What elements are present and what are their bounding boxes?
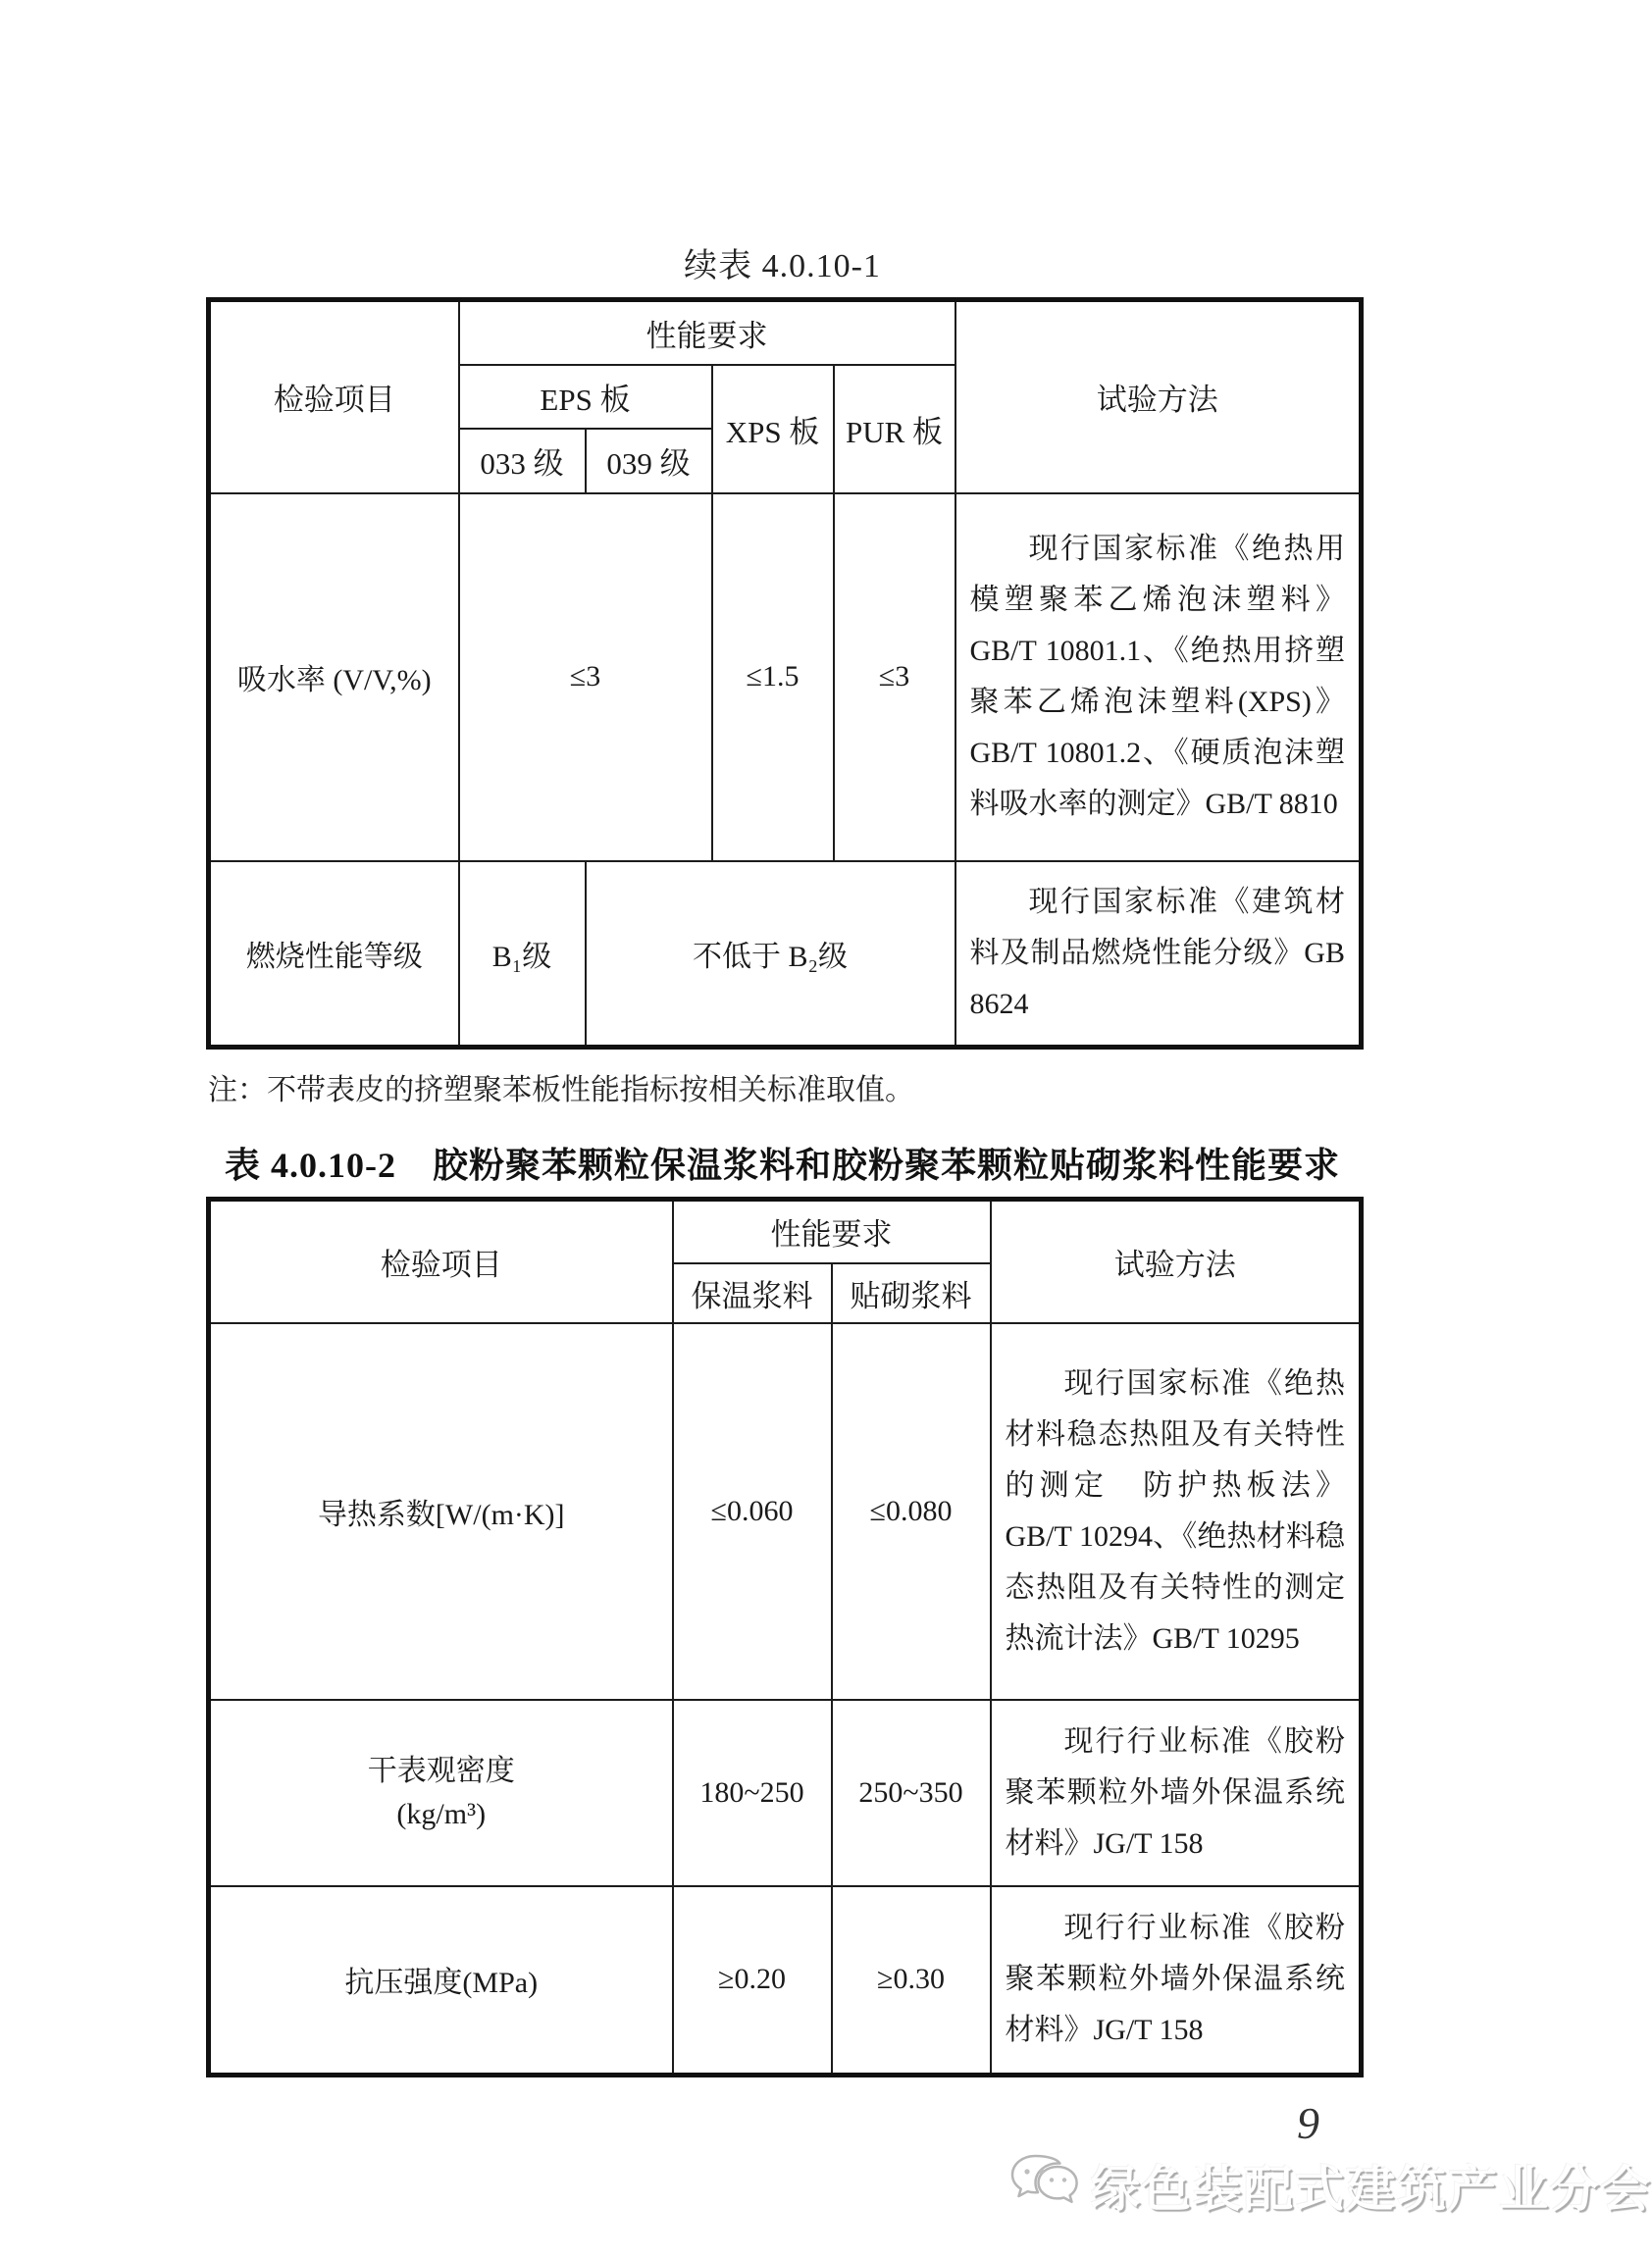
table1-header-eps: EPS 板	[459, 365, 712, 429]
table2-header-performance: 性能要求	[673, 1200, 991, 1263]
table-row	[209, 1323, 1362, 1700]
footer-logo-text: 绿色装配式建筑产业分会	[1091, 2162, 1652, 2217]
table2	[206, 1197, 1374, 2077]
table-row	[209, 1886, 1362, 2076]
method-text: 现行国家标准《绝热用模塑聚苯乙烯泡沫塑料》GB/T 10801.1、《绝热用挤塑聚苯乙烯泡沫塑料(XPS)》GB/T 10801.2、《硬质泡沫塑料吸水率的测定》GB/T 8810	[969, 533, 1345, 820]
cell-value-others: 不低于 B₂级	[586, 861, 955, 1048]
cell-value-eps033: B₁级	[459, 861, 586, 1048]
table1-note: 注：不带表皮的挤塑聚苯板性能指标按相关标准取值。	[208, 1074, 914, 1106]
cell-value-masonry: 250~350	[832, 1700, 991, 1886]
table2-header-masonry-mortar: 贴砌浆料	[832, 1263, 991, 1323]
cell-method	[991, 1886, 1362, 2076]
cell-value-xps: ≤1.5	[712, 493, 834, 861]
cell-value-masonry: ≥0.30	[832, 1886, 991, 2076]
cell-item: 吸水率 (V/V,%)	[209, 493, 459, 861]
method-text: 现行国家标准《建筑材料及制品燃烧性能分级》GB 8624	[969, 885, 1345, 1020]
table1	[206, 297, 1364, 1050]
cell-item: 干表观密度 (kg/m³)	[209, 1700, 673, 1886]
page-number: 9	[1297, 2098, 1319, 2148]
table1-header-eps-033: 033 级	[459, 429, 586, 493]
table1-header-method: 试验方法	[955, 300, 1362, 493]
table1-header-performance: 性能要求	[459, 300, 955, 365]
table-row	[209, 861, 1362, 1048]
table1-header-xps: XPS 板	[712, 365, 834, 493]
table2-header-method: 试验方法	[991, 1200, 1362, 1323]
cell-item: 导热系数[W/(m·K)]	[209, 1323, 673, 1700]
table1-header-eps-039: 039 级	[586, 429, 712, 493]
wechat-icon	[1008, 2153, 1081, 2218]
cell-method	[955, 861, 1362, 1048]
cell-item: 燃烧性能等级	[209, 861, 459, 1048]
method-text: 现行国家标准《绝热材料稳态热阻及有关特性的测定 防护热板法》GB/T 10294、《绝热材料稳态热阻及有关特性的测定 热流计法》GB/T 10295	[1005, 1366, 1374, 1655]
table-row	[209, 1700, 1362, 1886]
cell-value-pur: ≤3	[834, 493, 955, 861]
cell-value-eps: ≤3	[459, 493, 712, 861]
cell-method	[991, 1700, 1362, 1886]
cell-value-thermal: ≥0.20	[673, 1886, 832, 2076]
table2-header-thermal-mortar: 保温浆料	[673, 1263, 832, 1323]
cell-method	[955, 493, 1362, 861]
table2-header-item: 检验项目	[209, 1200, 673, 1323]
method-text: 现行行业标准《胶粉聚苯颗粒外墙外保温系统材料》JG/T 158	[1005, 1912, 1345, 2047]
cell-value-masonry: ≤0.080	[832, 1323, 991, 1700]
table2-title: 表 4.0.10-2 胶粉聚苯颗粒保温浆料和胶粉聚苯颗粒贴砌浆料性能要求	[225, 1146, 1340, 1185]
cell-value-thermal: 180~250	[673, 1700, 832, 1886]
table-row	[209, 493, 1362, 861]
cell-item: 抗压强度(MPa)	[209, 1886, 673, 2076]
table1-title: 续表 4.0.10-1	[684, 248, 881, 284]
table1-header-pur: PUR 板	[834, 365, 955, 493]
table1-header-item: 检验项目	[209, 300, 459, 493]
cell-method	[991, 1323, 1374, 1700]
footer-watermark	[1008, 2150, 1652, 2221]
method-text: 现行行业标准《胶粉聚苯颗粒外墙外保温系统材料》JG/T 158	[1005, 1724, 1345, 1860]
cell-value-thermal: ≤0.060	[673, 1323, 832, 1700]
